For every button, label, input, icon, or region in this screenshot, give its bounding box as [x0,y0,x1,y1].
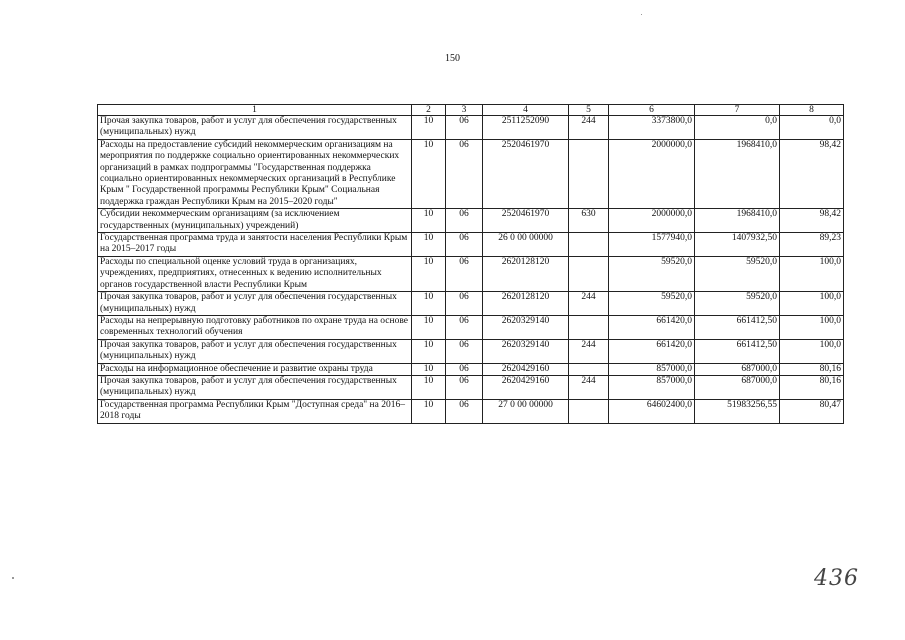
execution-percent-cell: 80,47 [780,399,844,423]
target-article-cell: 2520461970 [483,209,569,233]
table-header-row [98,105,844,116]
execution-percent-cell: 98,42 [780,209,844,233]
target-article-cell: 2620429160 [483,375,569,399]
expense-type-cell: 244 [569,292,609,316]
expense-type-cell [569,399,609,423]
subsection-code-cell: 06 [446,116,483,140]
executed-amount-cell: 687000,0 [695,363,780,375]
expense-type-cell [569,256,609,291]
execution-percent-cell: 100,0 [780,292,844,316]
table-row [98,363,844,375]
description-cell: Государственная программа труда и занятости населения Республики Крым на 2015–2017 годы [98,233,412,257]
subsection-code-cell: 06 [446,139,483,208]
expense-type-cell [569,233,609,257]
executed-amount-cell: 661412,50 [695,315,780,339]
planned-amount-cell: 2000000,0 [609,139,695,208]
executed-amount-cell: 1968410,0 [695,209,780,233]
column-header: 3 [446,105,483,116]
subsection-code-cell: 06 [446,375,483,399]
target-article-cell: 2620128120 [483,292,569,316]
planned-amount-cell: 59520,0 [609,256,695,291]
execution-percent-cell: 98,42 [780,139,844,208]
target-article-cell: 26 0 00 00000 [483,233,569,257]
table-row [98,375,844,399]
planned-amount-cell: 3373800,0 [609,116,695,140]
executed-amount-cell: 59520,0 [695,292,780,316]
subsection-code-cell: 06 [446,256,483,291]
subsection-code-cell: 06 [446,315,483,339]
target-article-cell: 2620329140 [483,315,569,339]
execution-percent-cell: 0,0 [780,116,844,140]
section-code-cell: 10 [412,363,446,375]
subsection-code-cell: 06 [446,363,483,375]
section-code-cell: 10 [412,292,446,316]
table-row [98,339,844,363]
description-cell: Прочая закупка товаров, работ и услуг для обеспечения государственных (муниципальных) нужд [98,292,412,316]
target-article-cell: 2620329140 [483,339,569,363]
description-cell: Субсидии некоммерческим организациям (за исключением государственных (муниципальных) учреждений) [98,209,412,233]
column-header: 7 [695,105,780,116]
description-cell: Прочая закупка товаров, работ и услуг для обеспечения государственных (муниципальных) нужд [98,375,412,399]
expense-type-cell [569,315,609,339]
executed-amount-cell: 1407932,50 [695,233,780,257]
description-cell: Государственная программа Республики Крым "Доступная среда" на 2016–2018 годы [98,399,412,423]
planned-amount-cell: 857000,0 [609,375,695,399]
subsection-code-cell: 06 [446,399,483,423]
planned-amount-cell: 2000000,0 [609,209,695,233]
description-cell: Расходы на непрерывную подготовку работников по охране труда на основе современных технологий обучения [98,315,412,339]
execution-percent-cell: 80,16 [780,363,844,375]
expense-type-cell [569,139,609,208]
executed-amount-cell: 687000,0 [695,375,780,399]
column-header: 8 [780,105,844,116]
description-cell: Расходы по специальной оценке условий труда в организациях, учреждениях, предприятиях, отнесенных к ведению исполнительных органов государственной власти Республики Крым [98,256,412,291]
table-row [98,209,844,233]
section-code-cell: 10 [412,315,446,339]
column-header: 4 [483,105,569,116]
section-code-cell: 10 [412,139,446,208]
expense-type-cell: 630 [569,209,609,233]
target-article-cell: 2620128120 [483,256,569,291]
expense-type-cell: 244 [569,375,609,399]
subsection-code-cell: 06 [446,209,483,233]
expense-type-cell: 244 [569,339,609,363]
column-header: 1 [98,105,412,116]
executed-amount-cell: 661412,50 [695,339,780,363]
section-code-cell: 10 [412,116,446,140]
section-code-cell: 10 [412,399,446,423]
scan-speck [12,577,14,579]
description-cell: Расходы на предоставление субсидий некоммерческим организациям на мероприятия по поддержке социально ориентированных некоммерческих организаций в рамках подпрограммы "Государственная поддержка социально ориентированных некоммерческих организаций в Республике Крым " Государственной программы Республики Крым" Социальная поддержка граждан Республики Крым на 2015–2020 годы" [98,139,412,208]
budget-table [97,104,844,424]
planned-amount-cell: 857000,0 [609,363,695,375]
table-row [98,292,844,316]
expense-type-cell: 244 [569,116,609,140]
description-cell: Расходы на информационное обеспечение и развитие охраны труда [98,363,412,375]
column-header: 5 [569,105,609,116]
executed-amount-cell: 1968410,0 [695,139,780,208]
planned-amount-cell: 661420,0 [609,339,695,363]
target-article-cell: 2520461970 [483,139,569,208]
execution-percent-cell: 100,0 [780,339,844,363]
execution-percent-cell: 89,23 [780,233,844,257]
table-row [98,233,844,257]
target-article-cell: 2511252090 [483,116,569,140]
subsection-code-cell: 06 [446,233,483,257]
executed-amount-cell: 59520,0 [695,256,780,291]
expense-type-cell [569,363,609,375]
scan-speck [641,14,642,15]
table-row [98,315,844,339]
execution-percent-cell: 100,0 [780,256,844,291]
description-cell: Прочая закупка товаров, работ и услуг для обеспечения государственных (муниципальных) нужд [98,116,412,140]
section-code-cell: 10 [412,233,446,257]
column-header: 2 [412,105,446,116]
section-code-cell: 10 [412,209,446,233]
planned-amount-cell: 661420,0 [609,315,695,339]
planned-amount-cell: 59520,0 [609,292,695,316]
section-code-cell: 10 [412,339,446,363]
executed-amount-cell: 0,0 [695,116,780,140]
table-row [98,139,844,208]
target-article-cell: 27 0 00 00000 [483,399,569,423]
column-header: 6 [609,105,695,116]
planned-amount-cell: 64602400,0 [609,399,695,423]
execution-percent-cell: 80,16 [780,375,844,399]
target-article-cell: 2620429160 [483,363,569,375]
handwritten-page-mark: 436 [814,566,859,591]
subsection-code-cell: 06 [446,339,483,363]
table-row [98,116,844,140]
subsection-code-cell: 06 [446,292,483,316]
description-cell: Прочая закупка товаров, работ и услуг для обеспечения государственных (муниципальных) нужд [98,339,412,363]
section-code-cell: 10 [412,256,446,291]
executed-amount-cell: 51983256,55 [695,399,780,423]
table-row [98,399,844,423]
table-row [98,256,844,291]
execution-percent-cell: 100,0 [780,315,844,339]
planned-amount-cell: 1577940,0 [609,233,695,257]
section-code-cell: 10 [412,375,446,399]
page-number: 150 [445,53,460,64]
